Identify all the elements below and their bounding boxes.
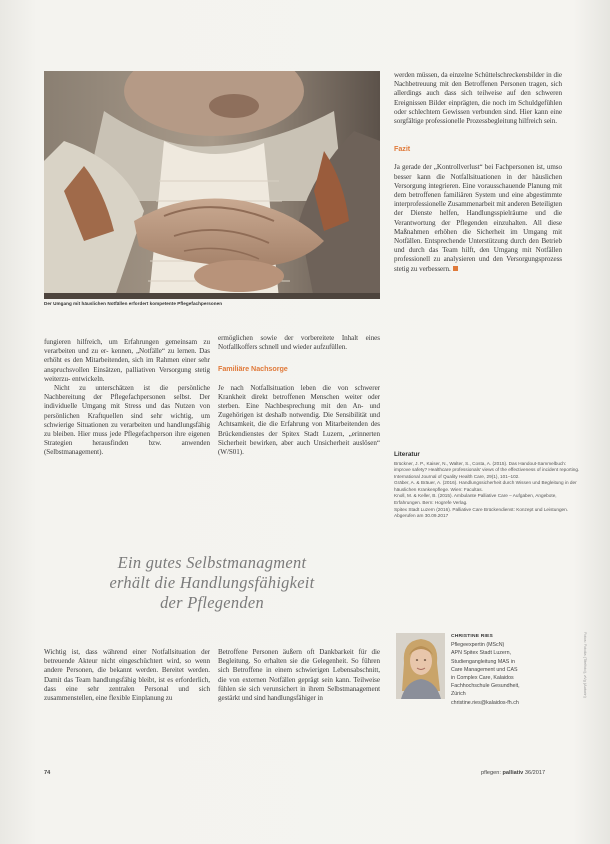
author-info bbox=[451, 633, 601, 707]
literature-entry: Brückner, J. P., Kaiser, N., Walter, S., Costa, A. (2015). Das Handout-Sammelbuch: improve safety? Healthcare professionals' views of the effectiveness of incident reporting. International Journal of Quality Health Care, 29(1), 101–102. bbox=[394, 461, 580, 479]
paragraph: fungieren hilfreich, um Erfahrungen gemeinsam zu verarbeiten und zu er- kennen, „Notfälle“ zu lernen. Das erhöht es den Mitarbeitenden, sich im Rahmen einer sehr anspruchsvollen Einsätzen, palliativen Versorgung stetig weiterzu- entwickeln. bbox=[44, 338, 210, 383]
column-left-top bbox=[44, 338, 210, 458]
author-name: CHRISTINE RIES bbox=[451, 634, 493, 639]
article-photo bbox=[44, 71, 380, 299]
photo-caption: Der Umgang mit häuslichen Notfällen erfordert kompetente Pflegefachpersonen bbox=[44, 301, 223, 306]
section-heading: Familiäre Nachsorge bbox=[218, 364, 288, 374]
elderly-woman-hands-illustration bbox=[44, 71, 380, 299]
literature-entry: Spitex Stadt Luzern (2016). Palliative Care Brückendienst: Konzept und Leistungen. Abgerufen am 30.09.2017 bbox=[394, 506, 569, 518]
author-line: Studiengangleitung MAS in bbox=[451, 658, 515, 665]
pull-quote-line: der Pflegenden bbox=[160, 593, 264, 612]
paragraph: Ja gerade der „Kontrollverlust“ bei Fachpersonen ist, umso besser kann die Notfallsituationen in der häuslichen Versorgung integrieren. Eine vorausschauende Planung mit dem betroffenen familiären System und eine abgestimmte interprofessionelle Zusammenarbeit mit anderen Beteiligten der Dienste helfen, Handlungsspielräume und die Verantwortung der Pflegenden einzuhalten. All diese Maßnahmen erhöhen die Sicherheit im Umgang mit Notfällen. Entsprechende Unterstützung durch den Betrieb und durch das Team hilft, den Umgang mit Notfällen professionell zu analysieren und den Versorgungsprozess stetig zu verbessern. bbox=[394, 163, 562, 273]
author-line: Pflegeexpertin (MScN) bbox=[451, 642, 505, 649]
author-portrait-illustration bbox=[396, 633, 445, 699]
literature-list bbox=[394, 461, 580, 520]
pull-quote bbox=[44, 553, 380, 613]
author-photo bbox=[396, 633, 445, 699]
page-number: 74 bbox=[44, 770, 51, 776]
column-left-bottom bbox=[44, 648, 210, 703]
author-line: Care Management und CAS bbox=[451, 666, 518, 673]
paragraph: Betroffene Personen äußern oft Dankbarkeit für die Begleitung. So erhalten sie die Gelegenheit. So führen sich Betroffene in einem schwierigen Lebensabschnitt, die von externen Notfällen geprägt sein kann. Teilweise fühlen sie sich verunsichert in ihrem Selbstmanagement gestärkt und sind handlungsfähiger in bbox=[218, 648, 380, 703]
author-line: APN Spitex Stadt Luzern, bbox=[451, 650, 512, 657]
pull-quote-line: Ein gutes Selbstmanagment bbox=[117, 553, 307, 572]
column-middle-top bbox=[218, 334, 380, 457]
author-line: Zürich bbox=[451, 691, 466, 698]
journal-name: pflegen: bbox=[481, 770, 503, 776]
author-line: Fachhochschule Gesundheit, bbox=[451, 683, 520, 690]
section-heading: Fazit bbox=[394, 144, 411, 154]
author-email[interactable]: christine.ries@kalaidos-fh.ch bbox=[451, 699, 519, 706]
end-mark-icon bbox=[453, 266, 458, 271]
column-middle-bottom bbox=[218, 648, 380, 703]
journal-issue bbox=[481, 770, 545, 776]
journal-name-bold: palliativ bbox=[502, 770, 524, 776]
photo-credit: Fotos: Fotolia (Titelfoto), zVg (Autorin) bbox=[583, 632, 588, 698]
paragraph: ermöglichen sowie der vorbereitete Inhalt eines Notfallkoffers schnell und wieder aufzufüllen. bbox=[218, 334, 380, 352]
literature-entry: Gräber, A. & Bräuer, A. (2016). Handlungssicherheit durch Wissen und Begleitung in der häuslichen Krankenpflege. Wien: Facultas. bbox=[394, 480, 577, 492]
literature-heading: Literatur bbox=[394, 451, 420, 458]
literature-entry: Knoll, M. & Keller, B. (2015). Ambulante Palliative Care – Aufgaben, Angebote, Erfahrungen. Bern: Hogrefe Verlag. bbox=[394, 493, 557, 505]
author-line: in Complex Care, Kalaidos bbox=[451, 675, 514, 682]
column-right-top bbox=[394, 71, 562, 274]
paragraph: werden müssen, da einzelne Schüttelschreckensbilder in die Nachbetreuung mit den Betroffenen Personen tragen, sich allerdings auch dass sich teilweise auf den schweren Ereignissen Bilder einprägten, die noch im Schuldgefühlen oder schlechtem Gewissen verbunden sind. Hier kann eine sorgfältige professionelle Prozessbegleitung hilfreich sein. bbox=[394, 71, 562, 126]
pull-quote-line: erhält die Handlungsfähigkeit bbox=[109, 573, 315, 592]
paragraph: Je nach Notfallsituation leben die von schwerer Krankheit direkt betroffenen Menschen weiter oder sterben. Eine Nachbesprechung mit den An- und Zugehörigen ist deshalb notwendig. Die Sensibilität und Achtsamkeit, die die Erfahrung von Mitarbeitenden des Brückendienstes der Spitex Stadt Luzern, „erinnerten Sicherheit bewirken, aber auch Unsicherheit auslösen“ (W/S01). bbox=[218, 383, 380, 457]
issue-number: 36/2017 bbox=[523, 770, 546, 776]
paragraph: Nicht zu unterschätzen ist die persönliche Nachbereitung der Pflegefachpersonen selbst. Der individuelle Umgang mit Stress und das Nutzen von persönlichen Kraftquellen sind sehr wichtig, um schwierige Situationen zu verarbeiten und handlungsfähig zu bleiben. Hier muss jede Pflegefachperson ihre eigenen Strategien herausfinden bzw. anwenden (Selbstmanagement). bbox=[44, 384, 210, 457]
paragraph: Wichtig ist, dass während einer Notfallsituation der betreuende Akteur nicht eingeschüchtert wird, so wenn andere Personen, die bekannt werden. Bereitet werden. Damit das Team handlungsfähig bleibt, ist es erforderlich, dass eine sehr zentralen Personal und sich zusammenstellen, eine flexible Einplanung zu bbox=[44, 648, 210, 703]
